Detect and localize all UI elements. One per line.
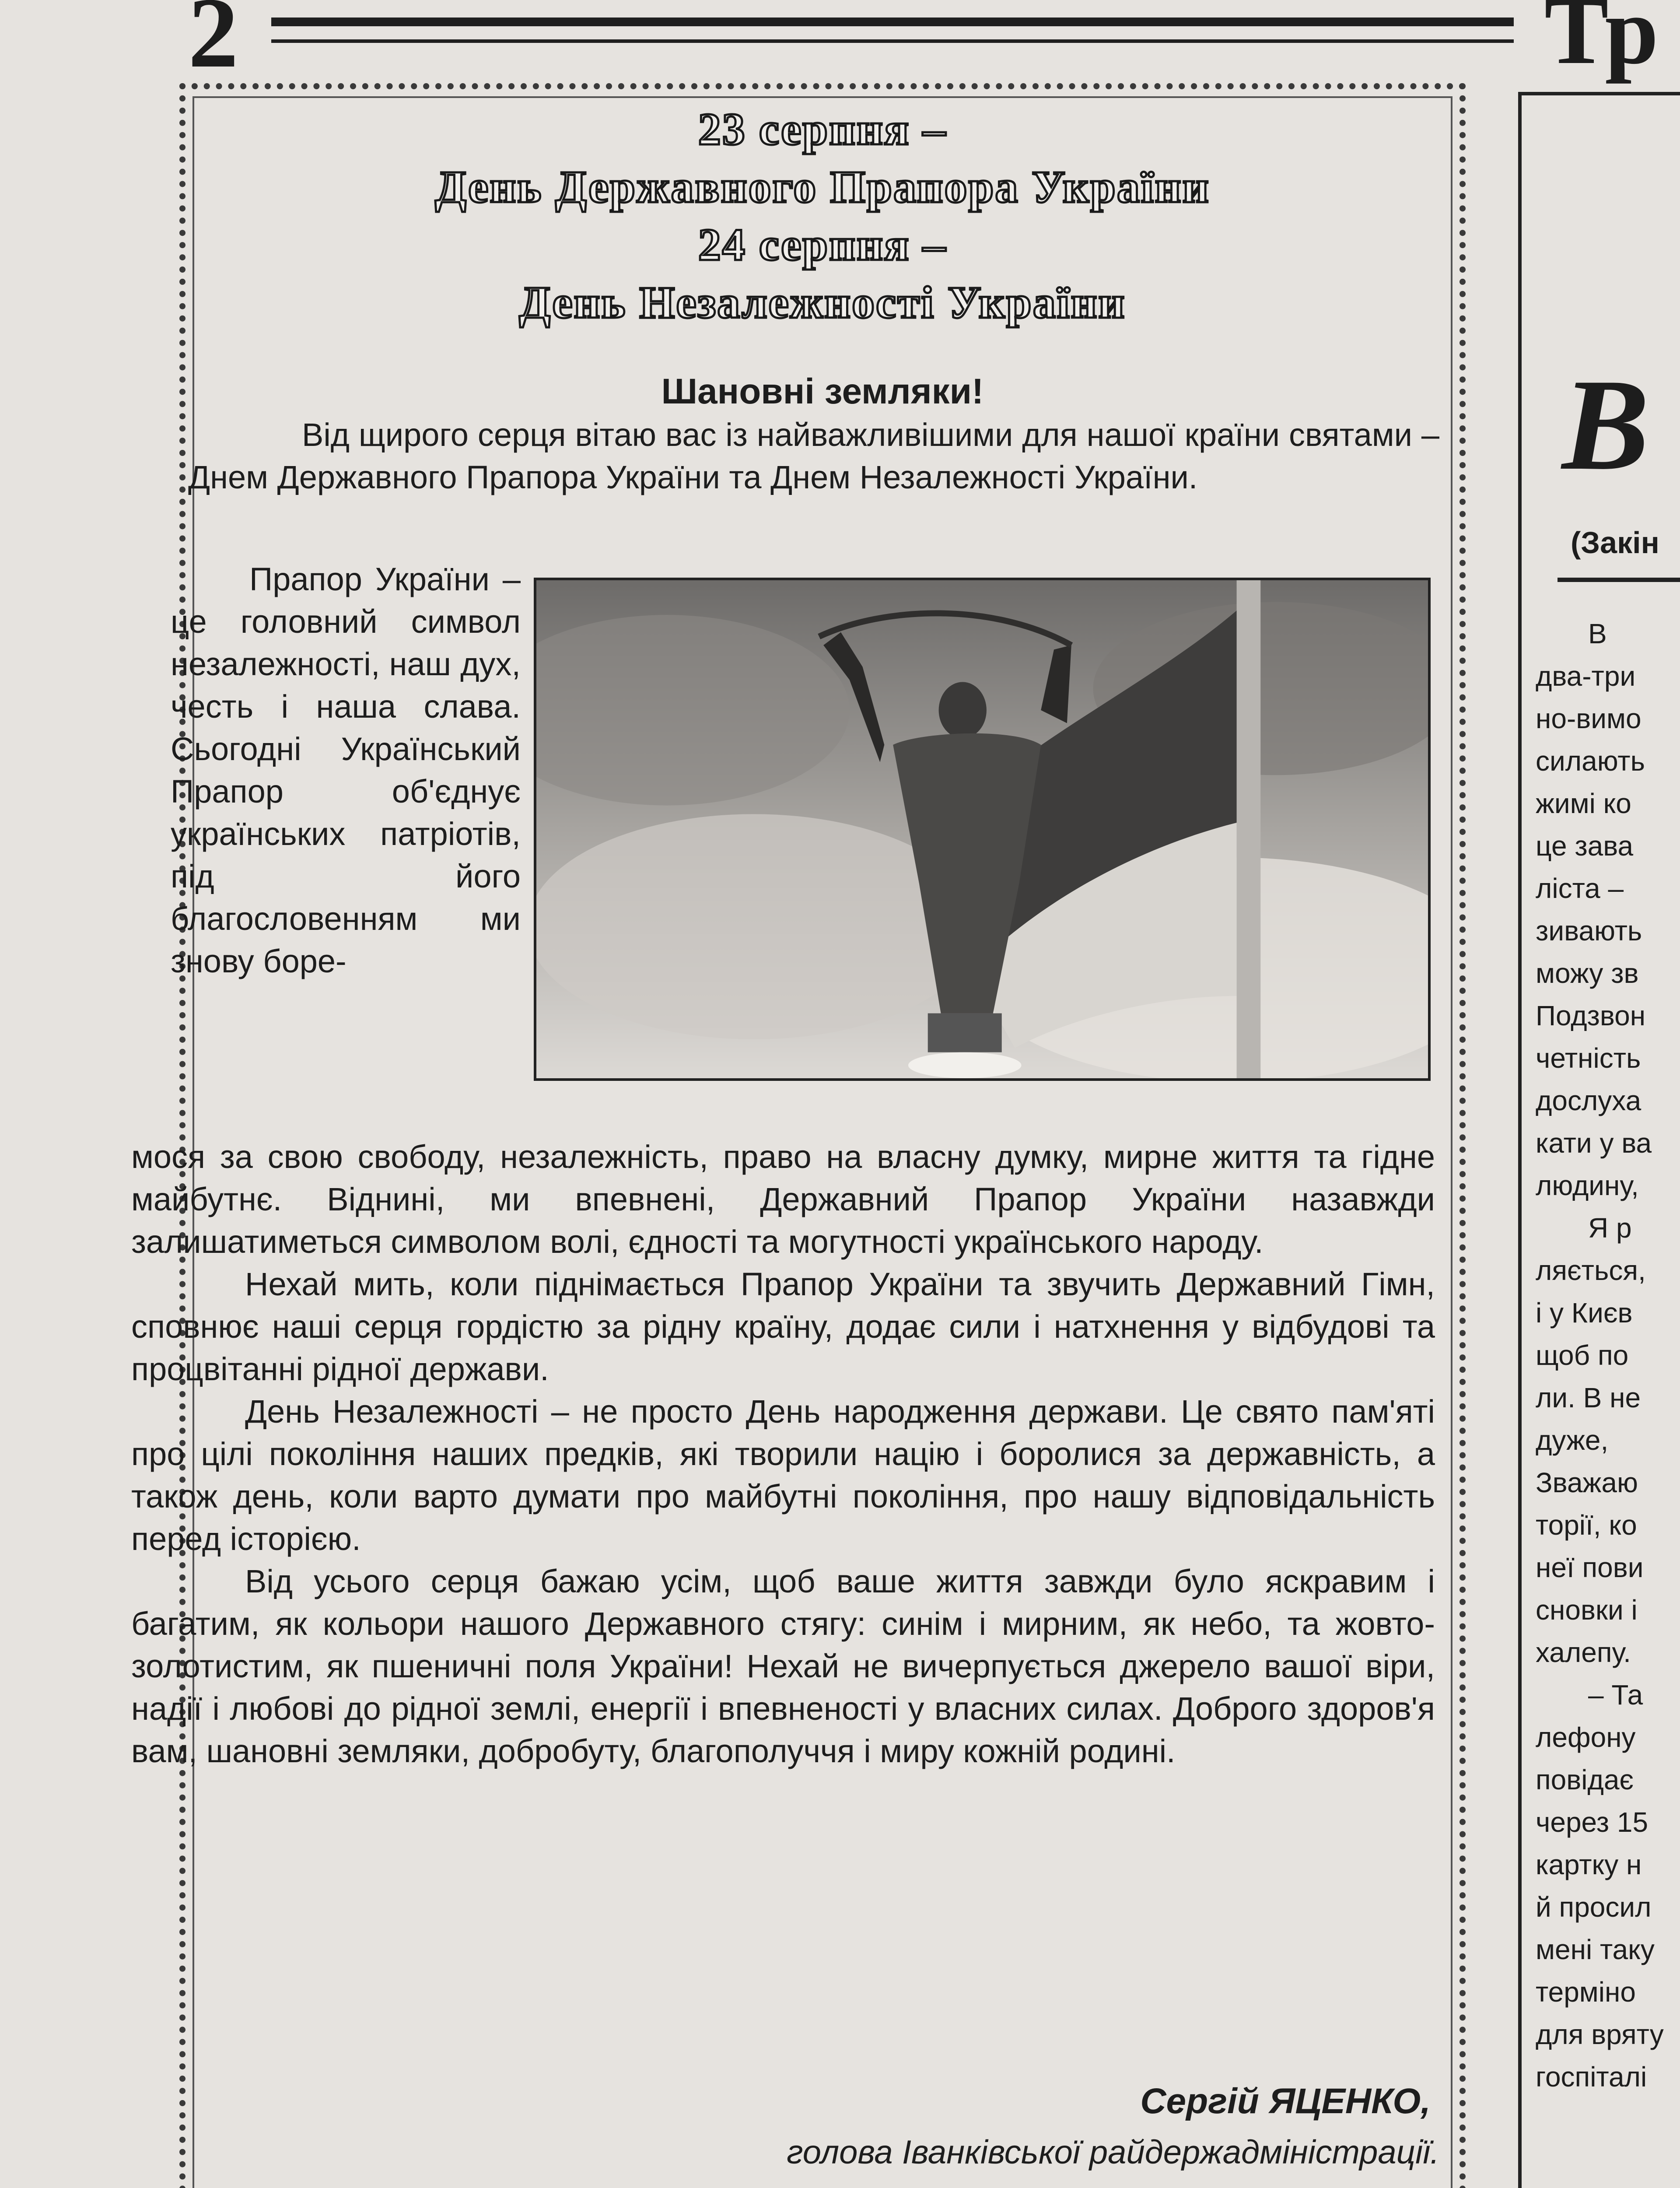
right-column-line: можу зв	[1536, 957, 1639, 989]
right-column-line: мені таку	[1536, 1934, 1655, 1965]
right-column-line: четність	[1536, 1042, 1641, 1074]
right-column-line: це зава	[1536, 830, 1634, 862]
right-column-line: В	[1588, 618, 1607, 649]
right-column-line: Я р	[1588, 1212, 1632, 1244]
right-column-line: людину,	[1536, 1170, 1639, 1201]
right-column-line: Зважаю	[1536, 1467, 1638, 1498]
right-column-line: для вряту	[1536, 2019, 1664, 2050]
right-column-text	[1536, 613, 1680, 2098]
headline	[197, 101, 1448, 332]
right-column-line: госпіталі	[1536, 2061, 1647, 2093]
right-column-line: через 15	[1536, 1806, 1648, 1838]
right-column-line: терміно	[1536, 1976, 1636, 2008]
intro-paragraph	[188, 414, 1439, 498]
right-column-line: дослуха	[1536, 1085, 1642, 1116]
right-column-line: ліста –	[1536, 873, 1624, 904]
continuation-paragraph: мося за свою свободу, незалежність, право на власну думку, мирне життя та гідне майбутнє. Віднині, ми впевнені, Державний Прапор України назавжди залишатиметься символом волі, єдності та могутності українського народу.	[131, 1139, 1435, 1260]
signature-title: голова Іванківської райдержадміністрації.	[787, 2134, 1439, 2171]
right-column-line: жимі ко	[1536, 788, 1631, 819]
right-column-line: картку н	[1536, 1849, 1642, 1880]
photo-image	[536, 580, 1428, 1078]
right-column-line: дуже,	[1536, 1424, 1609, 1456]
right-column-line: силають	[1536, 745, 1645, 777]
right-column-line: повідає	[1536, 1764, 1634, 1795]
right-column-line: Подзвон	[1536, 1000, 1646, 1031]
headline-line-2: День Державного Прапора України	[435, 162, 1210, 212]
paragraph-3: День Незалежності – не просто День народження держави. Це свято пам'яті про цілі покоління наших предків, які творили націю і боролися за державність, а також день, коли варто думати про майбутні покоління, про нашу відповідальність перед історією.	[131, 1393, 1435, 1557]
right-column-line: кати у ва	[1536, 1127, 1652, 1159]
right-column-rule	[1558, 578, 1680, 582]
right-column-line: – Та	[1588, 1679, 1643, 1711]
right-column-line: й просил	[1536, 1891, 1652, 1923]
independence-monument-photo	[534, 578, 1431, 1081]
signature-name: Сергій ЯЦЕНКО,	[1140, 2081, 1431, 2121]
right-column-line: халепу.	[1536, 1637, 1631, 1668]
headline-line-4: День Незалежності України	[519, 277, 1126, 328]
right-column-line: зивають	[1536, 915, 1642, 947]
right-column-subhead: (Закін	[1571, 526, 1659, 560]
right-column-line: торії, ко	[1536, 1509, 1637, 1541]
right-column-line: два-три	[1536, 660, 1636, 692]
headline-line-1: 23 серпня –	[698, 104, 947, 154]
paragraph-4: Від усього серця бажаю усім, щоб ваше життя завжди було яскравим і багатим, як кольори нашого Державного стягу: синім і мирним, як небо, та жовто-золотистим, як пшеничні поля України! Нехай не вичерпується джерело вашої віри, надії і любові до рідної землі, енергії і впевненості у власних силах. Доброго здоров'я вам, шановні земляки, добробуту, благополуччя і миру кожній родині.	[131, 1563, 1435, 1769]
right-column-line: і у Києв	[1536, 1297, 1633, 1329]
paragraph-2: Нехай мить, коли піднімається Прапор України та звучить Державний Гімн, сповнює наші серця гордістю за рідну країну, додає сили і натхнення у відбудові та процвітанні рідної держави.	[131, 1266, 1435, 1387]
right-column-line: лефону	[1536, 1722, 1636, 1753]
side-paragraph: Прапор України – це головний символ незалежності, наш дух, честь і наша слава. Сьогодні Український Прапор об'єднує українських патріотів, під його благословенням ми знову боре-	[171, 561, 521, 979]
main-text	[131, 1136, 1435, 1772]
right-column-line: неї пови	[1536, 1552, 1644, 1583]
top-rule	[271, 18, 1514, 26]
side-column	[171, 558, 521, 982]
right-column-line: но-вимо	[1536, 703, 1642, 734]
right-column-line: сновки і	[1536, 1594, 1638, 1626]
intro-text: Від щирого серця вітаю вас із найважливішими для нашої країни святами – Днем Державного Прапора України та Днем Незалежності України.	[188, 417, 1439, 495]
greeting-heading: Шановні земляки!	[661, 372, 984, 411]
right-column-line: щоб по	[1536, 1339, 1629, 1371]
headline-line-3: 24 серпня –	[698, 220, 947, 270]
right-column-line: ляється,	[1536, 1255, 1646, 1286]
page-number: 2	[188, 0, 238, 88]
right-column-line: ли. В не	[1536, 1382, 1641, 1413]
right-column-headline: В	[1562, 352, 1650, 497]
top-rule-thin	[271, 39, 1514, 43]
masthead-partial: Тр	[1544, 0, 1659, 84]
